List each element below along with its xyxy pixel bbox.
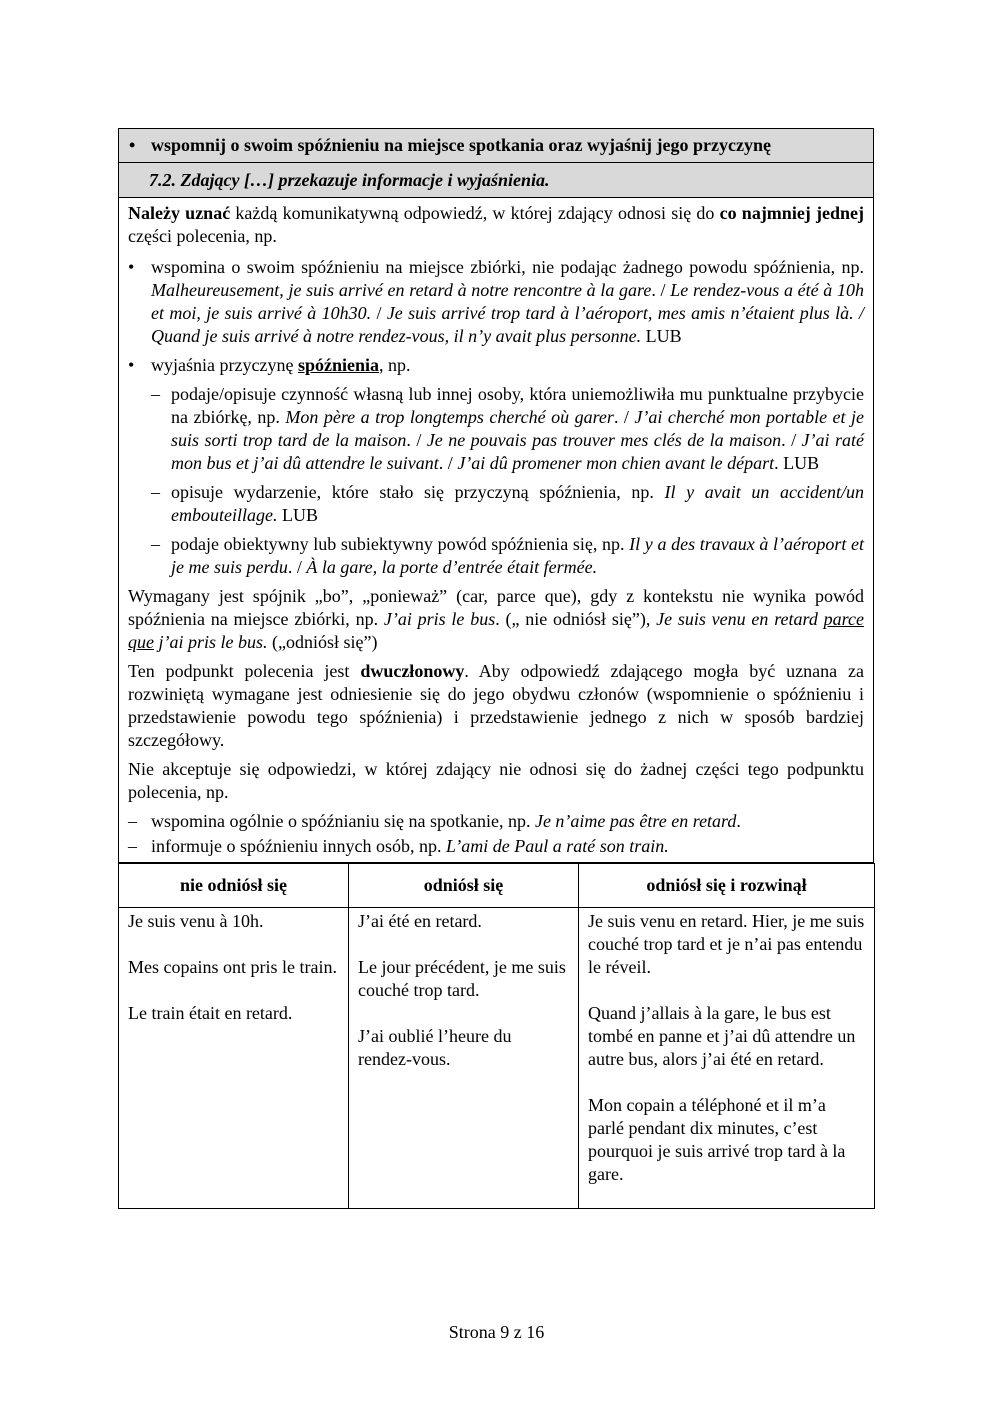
example-text: J’ai pris le bus (383, 609, 496, 629)
example-answer: J’ai oublié l’heure du rendez-vous. (358, 1026, 512, 1069)
item-text: opisuje wydarzenie, które stało się przyczyną spóźnienia, np. (171, 482, 665, 502)
header-not-addressed: nie odniósł się (119, 864, 349, 908)
connector-paragraph (128, 585, 864, 654)
example-text: J’ai dû promener mon chien avant le départ (457, 453, 775, 473)
separator: / (371, 303, 387, 323)
item-text: wspomina ogólnie o spóźnianiu się na spotkanie, np. (151, 811, 535, 831)
paragraph-text: . Aby odpowiedź zdającego mogła być uznana za rozwiniętą wymagane jest odniesienie się do jego obydwu członów (wspomnienie o spóźnieniu i przedstawienie powodu tego spóźnienia) i przedstawienie jednego z nich w sposób bardziej szczegółowy. (128, 661, 865, 750)
item-text: , np. (378, 355, 411, 375)
cell-addressed (349, 908, 579, 1209)
emphasis-text: spóźnienia (297, 355, 379, 375)
dash-marker: – (151, 534, 160, 554)
example-answer: Le train était en retard. (128, 1003, 293, 1023)
reject-item-general (128, 810, 864, 833)
cell-not-addressed (119, 908, 349, 1209)
bullet-marker: • (128, 257, 135, 277)
example-text: Je suis venu en retard (656, 609, 824, 629)
example-text: Je n’aime pas être en retard (534, 811, 737, 831)
paragraph-text: („odniósł się”) (267, 632, 378, 652)
example-answer: Le jour précédent, je me suis couché trop tard. (358, 957, 566, 1000)
separator: . / (438, 453, 458, 473)
list-item-reason (128, 354, 864, 377)
example-answer: Je suis venu en retard. Hier, je me suis couché trop tard et je n’ai pas entendu le réveil. (588, 911, 865, 977)
example-text: J’ai cherché mon portable et je suis sorti trop tard de la maison (171, 407, 864, 450)
reject-item-others (128, 835, 864, 858)
item-text: podaje obiektywny lub subiektywny powód spóźnienia się, np. (171, 534, 630, 554)
task-bullet: • (129, 135, 136, 155)
intro-text-2: części polecenia, np. (128, 226, 277, 246)
separator: . / (651, 280, 671, 300)
dash-marker: – (151, 482, 160, 502)
dash-marker: – (128, 836, 137, 856)
requirement-text: 7.2. Zdający […] przekazuje informacje i wyjaśnienia. (149, 169, 550, 190)
example-text: Il y a des travaux à l’aéroport et je me suis perdu (171, 534, 865, 577)
two-part-paragraph (128, 660, 864, 752)
example-answer: J’ai été en retard. (358, 911, 482, 931)
reject-paragraph: Nie akceptuje się odpowiedzi, w której zdający nie odnosi się do żadnej części tego podpunktu polecenia, np. (128, 759, 864, 802)
intro-bold-1: Należy uznać (128, 203, 231, 223)
intro-text-1: każdą komunikatywną odpowiedź, w której zdający odnosi się do (230, 203, 720, 223)
sub-item-cause (128, 533, 864, 579)
item-text: informuje o spóźnieniu innych osób, np. (151, 836, 446, 856)
item-text: LUB (277, 505, 318, 525)
example-answer: Quand j’allais à la gare, le bus est tombé en panne et j’ai dû attendre un autre bus, alors j’ai été en retard. (588, 1003, 856, 1069)
page-number: Strona 9 z 16 (448, 1322, 545, 1342)
requirement-header (118, 163, 874, 198)
example-text: Mon père a trop longtemps cherché où garer (285, 407, 614, 427)
intro-bold-2: co najmniej jednej (719, 203, 864, 223)
sub-item-action (128, 383, 864, 475)
item-text: wyjaśnia przyczynę (151, 355, 298, 375)
separator: . / (406, 430, 427, 450)
item-text: . (736, 811, 741, 831)
bold-term: dwuczłonowy (360, 661, 465, 681)
example-text: j’ai pris le bus. (154, 632, 268, 652)
sub-item-event (128, 481, 864, 527)
example-text: Je ne pouvais pas trouver mes clés de la maison (426, 430, 782, 450)
example-answer: Mon copain a téléphoné et il m’a parlé pendant dix minutes, c’est pourquoi je suis arrivé trop tard à la gare. (588, 1095, 846, 1184)
example-text: J’ai raté mon bus et j’ai dû attendre le suivant (171, 430, 864, 473)
task-header (118, 128, 874, 163)
example-answer: Je suis venu à 10h. (128, 911, 264, 931)
item-text: podaje/opisuje czynność własną lub innej osoby, która uniemożliwiła mu punktualne przybycie na zbiórkę, np. (171, 384, 864, 427)
paragraph-text: Ten podpunkt polecenia jest (128, 661, 361, 681)
list-item-mention (128, 256, 864, 348)
example-text: Le rendez-vous a été à 10h et moi, je suis arrivé à 10h30. (151, 280, 864, 323)
item-text: . LUB (774, 453, 820, 473)
bullet-marker: • (128, 355, 135, 375)
task-text: wspomnij o swoim spóźnieniu na miejsce spotkania oraz wyjaśnij jego przyczynę (151, 135, 771, 155)
separator: . / (287, 557, 307, 577)
underlined-connector: parce que (128, 609, 864, 652)
intro-paragraph (128, 202, 864, 248)
dash-marker: – (128, 811, 137, 831)
criteria-section (118, 198, 874, 863)
example-text: Il y avait un accident/un embouteillage. (171, 482, 864, 525)
example-answer: Mes copains ont pris le train. (128, 957, 337, 977)
paragraph-text: Wymagany jest spójnik „bo”, „ponieważ” (car, parce que), gdy z kontekstu nie wynika powód spóźnienia na miejsce zbiórki, np. (128, 586, 864, 629)
example-text: L’ami de Paul a raté son train. (445, 836, 669, 856)
example-text: Malheureusement, je suis arrivé en retard à notre rencontre à la gare (151, 280, 652, 300)
header-addressed: odniósł się (349, 864, 579, 908)
separator: . / (613, 407, 635, 427)
table-row (119, 908, 875, 1209)
item-text: wspomina o swoim spóźnieniu na miejsce zbiórki, nie podając żadnego powodu spóźnienia, np. (151, 257, 864, 277)
examples-table (118, 863, 875, 1209)
cell-developed (579, 908, 875, 1209)
paragraph-text: . („ nie odniósł się”), (495, 609, 657, 629)
document (118, 128, 874, 1209)
dash-marker: – (151, 384, 160, 404)
example-text: À la gare, la porte d’entrée était fermée. (306, 557, 598, 577)
table-header-row (119, 864, 875, 908)
header-developed: odniósł się i rozwinął (579, 864, 875, 908)
item-text: LUB (641, 326, 682, 346)
example-text: Je suis arrivé trop tard à l’aéroport, mes amis n’étaient plus là. / Quand je suis arrivé à notre rendez-vous, il n’y avait plus personne. (151, 303, 864, 346)
separator: . / (781, 430, 802, 450)
